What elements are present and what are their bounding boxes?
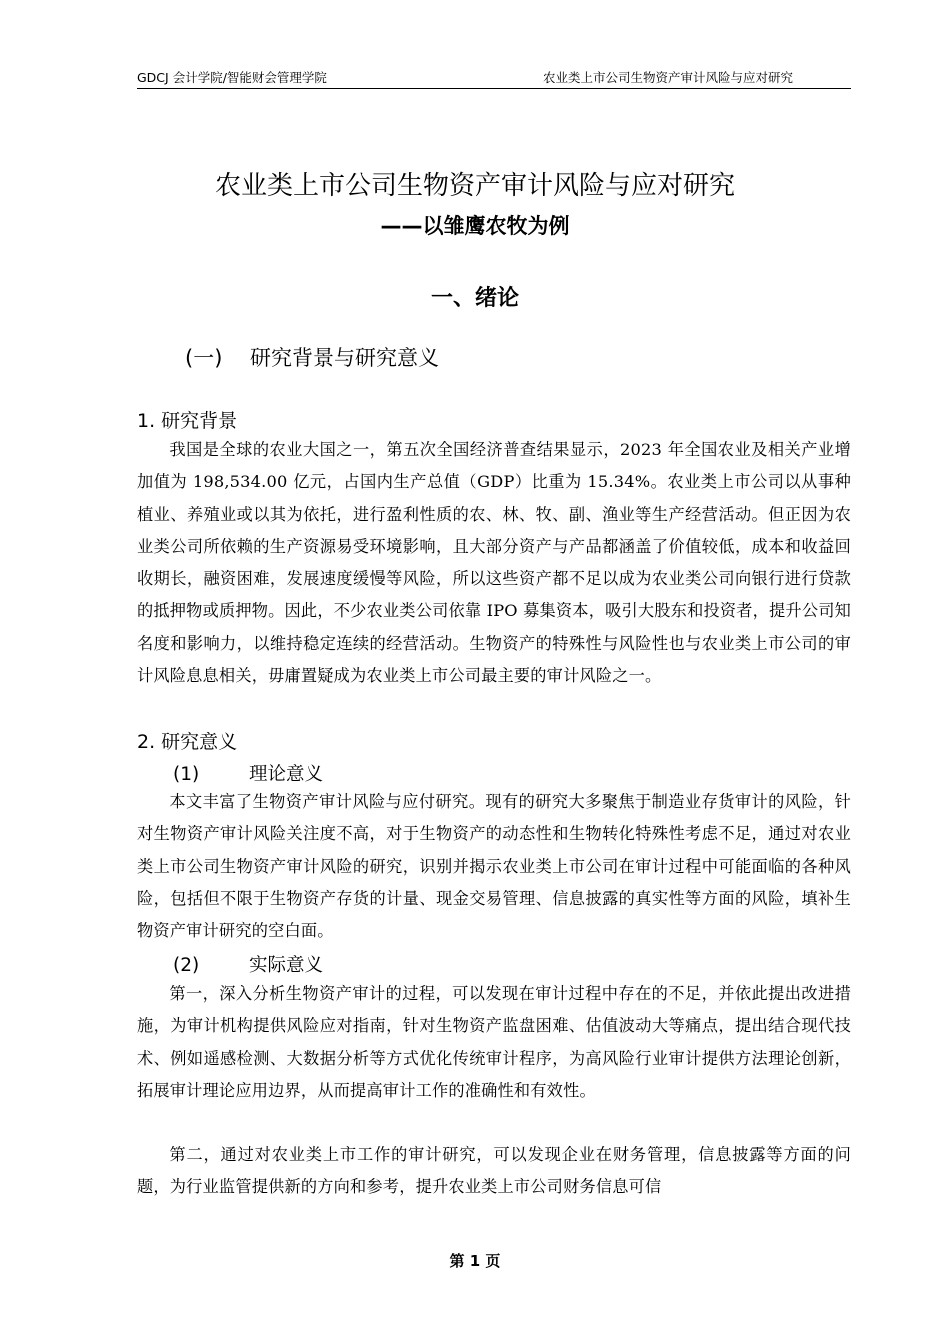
- paper-subtitle: ——以雏鹰农牧为例: [380, 214, 570, 238]
- paragraph-practice-1: 第一，深入分析生物资产审计的过程，可以发现在审计过程中存在的不足，并依此提出改进措施，为审计机构提供风险应对指南，针对生物资产监盘困难、估值波动大等痛点，提出结合现代技术、例如遥感检测、大数据分析等方式优化传统审计程序，为高风险行业审计提供方法理论创新，拓展审计理论应用边界，从而提高审计工作的准确性和有效性。: [137, 984, 851, 1100]
- section-label: 研究背景与研究意义: [250, 346, 439, 370]
- chapter-heading: 一、绪论: [430, 286, 519, 311]
- subheading-practice: [173, 951, 323, 977]
- paragraph-practice-2: 第二，通过对农业类上市工作的审计研究，可以发现企业在财务管理，信息披露等方面的问题，为行业监管提供新的方向和参考，提升农业类上市公司财务信息可信: [137, 1145, 851, 1197]
- paper-title: 农业类上市公司生物资产审计风险与应对研究: [214, 171, 735, 201]
- theory-label: 理论意义: [249, 764, 324, 785]
- section-heading: [185, 342, 439, 372]
- page-number: 第 1 页: [449, 1252, 501, 1270]
- header-left-text: GDCJ 会计学院/智能财会管理学院: [137, 70, 327, 85]
- subheading-background: 1. 研究背景: [137, 410, 238, 432]
- page-header: [137, 68, 851, 89]
- theory-number: (1): [173, 764, 200, 785]
- header-right-text: 农业类上市公司生物资产审计风险与应对研究: [542, 70, 793, 85]
- section-number: (一): [185, 346, 223, 370]
- practice-number: (2): [173, 955, 200, 976]
- paragraph-theory: 本文丰富了生物资产审计风险与应付研究。现有的研究大多聚焦于制造业存货审计的风险，针对生物资产审计风险关注度不高，对于生物资产的动态性和生物转化特殊性考虑不足，通过对农业类上市公司生物资产审计风险的研究，识别并揭示农业类上市公司在审计过程中可能面临的各种风险，包括但不限于生物资产存货的计量、现金交易管理、信息披露的真实性等方面的风险，填补生物资产审计研究的空白面。: [137, 792, 851, 941]
- practice-label: 实际意义: [249, 955, 324, 976]
- subheading-significance: 2. 研究意义: [137, 731, 238, 753]
- subheading-theory: [173, 760, 323, 786]
- paragraph-background: 我国是全球的农业大国之一，第五次全国经济普查结果显示，2023 年全国农业及相关产业增加值为 198,534.00 亿元，占国内生产总值（GDP）比重为 15.34%。农业类上市公司以从事种植业、养殖业或以其为依托，进行盈利性质的农、林、牧、副、渔业等生产经营活动。但正因为农业类公司所依赖的生产资源易受环境影响，且大部分资产与产品都涵盖了价值较低，成本和收益回收期长，融资困难，发展速度缓慢等风险，所以这些资产都不足以成为农业类公司向银行进行贷款的抵押物或质押物。因此，不少农业类公司依靠 IPO 募集资本，吸引大股东和投资者，提升公司知名度和影响力，以维持稳定连续的经营活动。生物资产的特殊性与风险性也与农业类上市公司的审计风险息息相关，毋庸置疑成为农业类上市公司最主要的审计风险之一。: [137, 440, 851, 686]
